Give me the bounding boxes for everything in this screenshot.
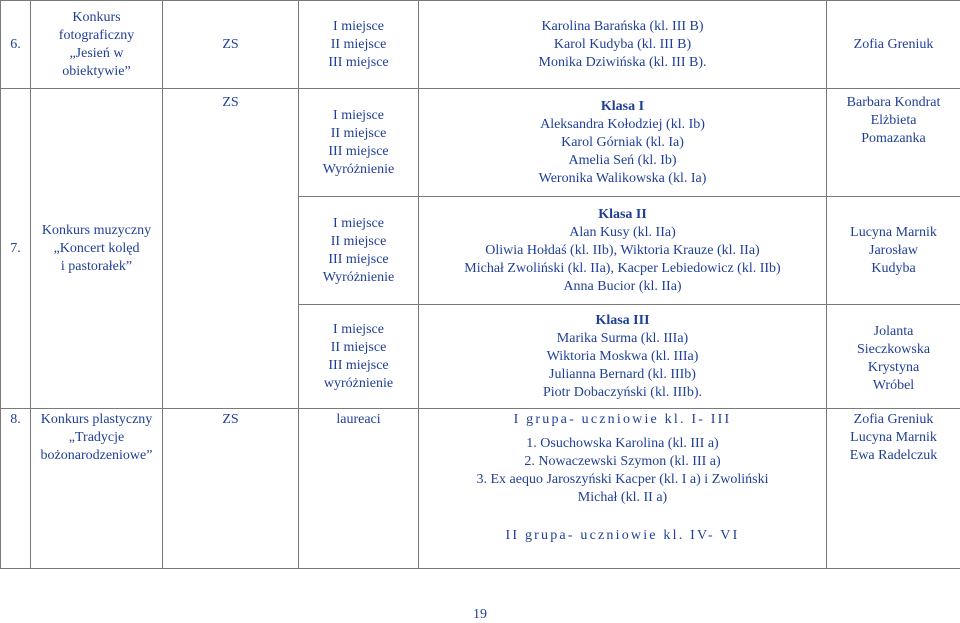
row-8-school: ZS (163, 409, 299, 569)
class-title: Klasa I (600, 98, 645, 114)
row-7b-places: I miejsce II miejsce III miejsce Wyróżnienie (299, 197, 419, 305)
row-8 (1, 409, 960, 569)
group-1-header: I grupa- uczniowie kl. I- III (513, 412, 732, 427)
row-7-school: ZS (163, 89, 299, 409)
laureate-list (419, 435, 826, 507)
row-8-winners (419, 409, 827, 569)
row-7-number: 7. (1, 89, 31, 409)
row-8-number: 8. (1, 409, 31, 569)
row-7c-winners: Klasa III Marika Surma (kl. IIIa) Wiktoria Moskwa (kl. IIIa) Julianna Bernard (kl. IIIb) Piotr Dobaczyński (kl. IIIb). (419, 305, 827, 409)
row-6-places: I miejsce II miejsce III miejsce (299, 1, 419, 89)
row-6-contest: Konkurs fotograficzny „Jesień w obiektywie” (31, 1, 163, 89)
row-6-winners: Karolina Barańska (kl. III B) Karol Kudyba (kl. III B) Monika Dziwińska (kl. III B). (419, 1, 827, 89)
class-title: Klasa II (598, 206, 647, 222)
list-item: Michał (kl. II a) (577, 490, 668, 505)
row-6-school: ZS (163, 1, 299, 89)
row-7a-teacher: Barbara Kondrat Elżbieta Pomazanka (827, 89, 960, 197)
list-item: 1. Osuchowska Karolina (kl. III a) (526, 436, 719, 451)
row-7b-teacher: Lucyna Marnik Jarosław Kudyba (827, 197, 960, 305)
page-number: 19 (473, 607, 487, 622)
row-7a-winners: Klasa I Aleksandra Kołodziej (kl. Ib) Karol Górniak (kl. Ia) Amelia Seń (kl. Ib) Weronika Walikowska (kl. Ia) (419, 89, 827, 197)
row-6-teacher: Zofia Greniuk (827, 1, 960, 89)
row-7b-winners: Klasa II Alan Kusy (kl. IIa) Oliwia Hołdaś (kl. IIb), Wiktoria Krauze (kl. IIa) Michał Zwoliński (kl. IIa), Kacper Lebiedowicz (kl. IIb) Anna Bucior (kl. IIa) (419, 197, 827, 305)
row-8-teacher: Zofia Greniuk Lucyna Marnik Ewa Radelczuk (827, 409, 960, 569)
row-7-contest: Konkurs muzyczny „Koncert kolęd i pastorałek” (31, 89, 163, 409)
list-item: 2. Nowaczewski Szymon (kl. III a) (524, 454, 721, 469)
row-8-contest: Konkurs plastyczny „Tradycje bożonarodzeniowe” (31, 409, 163, 569)
group-2-header: II grupa- uczniowie kl. IV- VI (505, 528, 740, 543)
row-6 (1, 1, 960, 89)
list-item: 3. Ex aequo Jaroszyński Kacper (kl. I a) i Zwoliński (476, 472, 769, 487)
class-title: Klasa III (595, 312, 650, 328)
row-7a-places: I miejsce II miejsce III miejsce Wyróżnienie (299, 89, 419, 197)
row-7c-teacher: Jolanta Sieczkowska Krystyna Wróbel (827, 305, 960, 409)
row-7-klasa-1 (1, 89, 960, 197)
row-8-places: laureaci (299, 409, 419, 569)
row-7c-places: I miejsce II miejsce III miejsce wyróżnienie (299, 305, 419, 409)
row-6-number: 6. (1, 1, 31, 89)
